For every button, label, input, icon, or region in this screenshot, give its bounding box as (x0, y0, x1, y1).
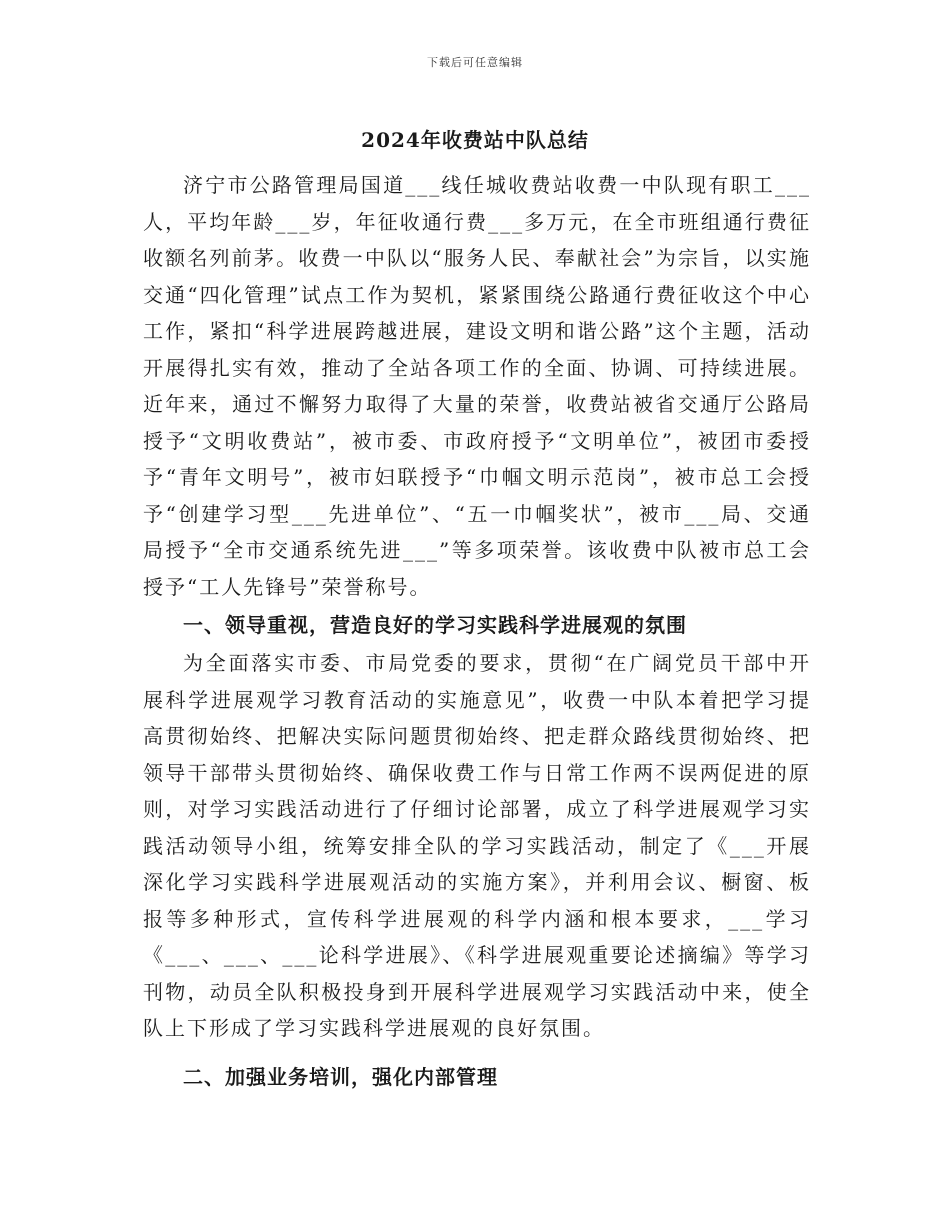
document-title: 2024年收费站中队总结 (361, 128, 589, 152)
page-header-note: 下载后可任意编辑 (427, 56, 523, 69)
section-1-paragraph: 为全面落实市委、市局党委的要求，贯彻“在广阔党员干部中开展科学进展观学习教育活动的实施意见”，收费一中队本着把学习提高贯彻始终、把解决实际问题贯彻始终、把走群众路线贯彻始终、把领导干部带头贯彻始终、确保收费工作与日常工作两不误两促进的原则，对学习实践活动进行了仔细讨论部署，成立了科学进展观学习实践活动领导小组，统筹安排全队的学习实践活动，制定了《___开展深化学习实践科学进展观活动的实施方案》，并利用会议、橱窗、板报等多种形式，宣传科学进展观的科学内涵和根本要求，___学习《___、___、___论科学进展》、《科学进展观重要论述摘编》等学习刊物，动员全队积极投身到开展科学进展观学习实践活动中来，使全队上下形成了学习实践科学进展观的良好氛围。 (143, 651, 811, 1040)
intro-paragraph: 济宁市公路管理局国道___线任城收费站收费一中队现有职工___人，平均年龄___岁，年征收通行费___多万元，在全市班组通行费征收额名列前茅。收费一中队以“服务人民、奉献社会”为宗旨，以实施交通“四化管理”试点工作为契机，紧紧围绕公路通行费征收这个中心工作，紧扣“科学进展跨越进展，建设文明和谐公路”这个主题，活动开展得扎实有效，推动了全站各项工作的全面、协调、可持续进展。近年来，通过不懈努力取得了大量的荣誉，收费站被省交通厅公路局授予“文明收费站”，被市委、市政府授予“文明单位”，被团市委授予“青年文明号”，被市妇联授予“巾帼文明示范岗”，被市总工会授予“创建学习型___先进单位”、“五一巾帼奖状”，被市___局、交通局授予“全市交通系统先进___”等多项荣誉。该收费中队被市总工会授予“工人先锋号”荣誉称号。 (143, 173, 811, 599)
document-body (143, 167, 811, 1097)
section-1-heading: 一、领导重视，营造良好的学习实践科学进展观的氛围 (183, 613, 687, 637)
section-2-heading: 二、加强业务培训，强化内部管理 (183, 1064, 498, 1089)
